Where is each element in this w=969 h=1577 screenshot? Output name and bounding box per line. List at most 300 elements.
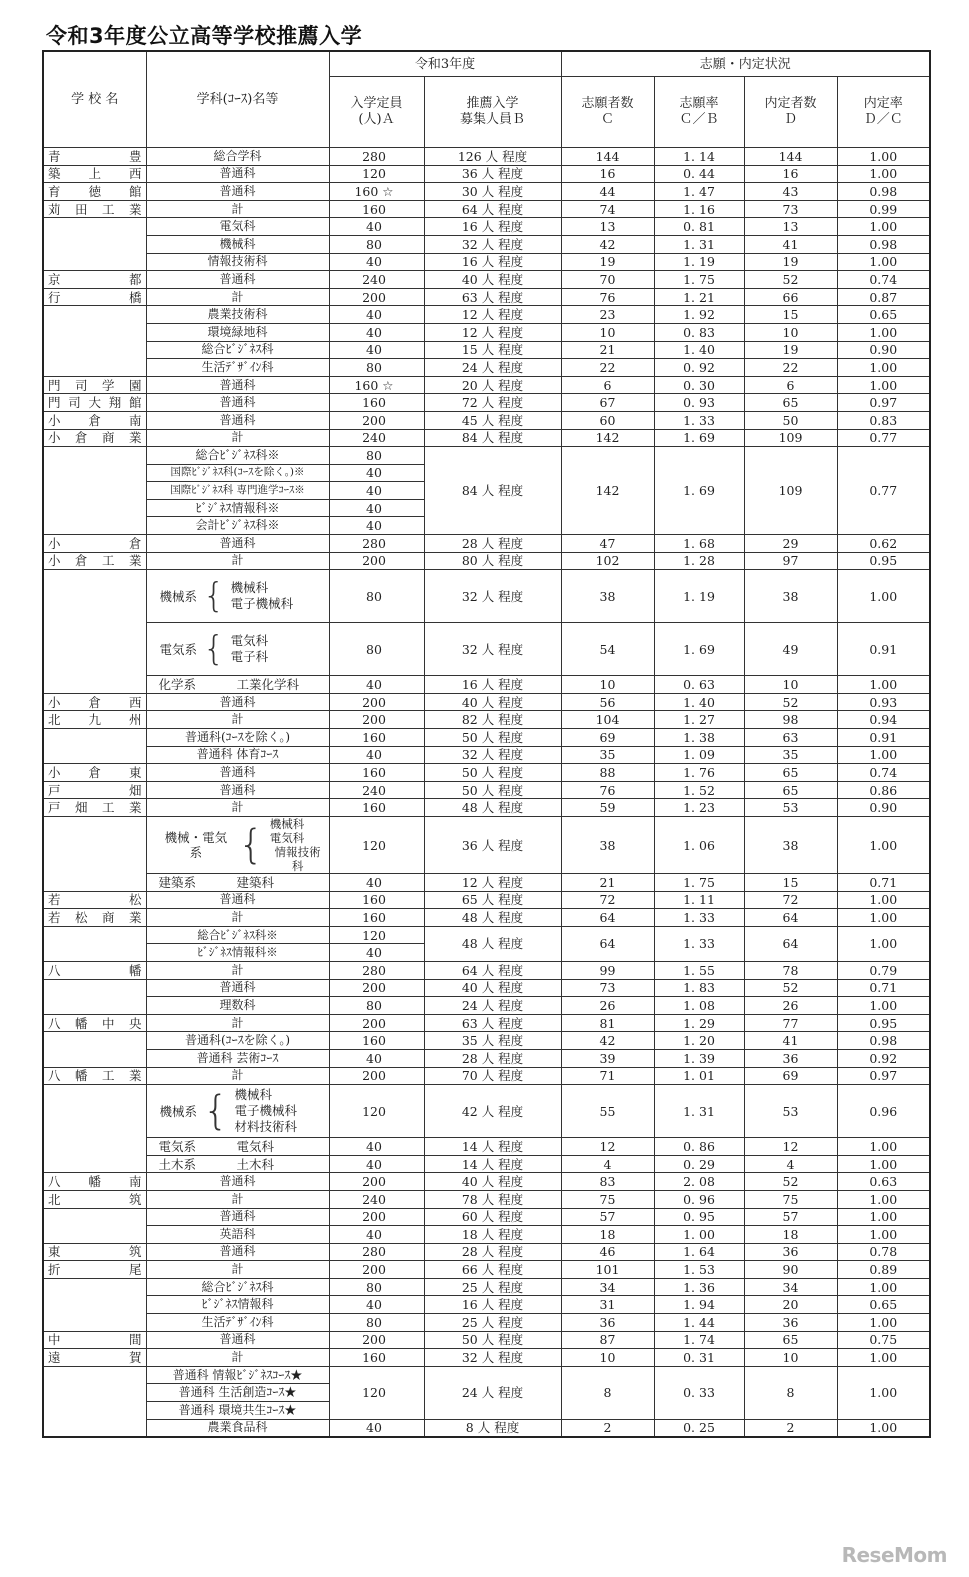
applicants-cell: 64	[561, 909, 654, 927]
course-name: ﾋﾞｼﾞﾈｽ情報科	[146, 1296, 329, 1314]
resemom-logo: ReseMom	[841, 1543, 947, 1567]
applicants-cell: 10	[561, 323, 654, 341]
capacity-cell: 40	[329, 944, 424, 962]
school-name: 小 倉 西	[43, 693, 146, 711]
applicants-cell: 57	[561, 1208, 654, 1226]
table-row	[43, 1278, 930, 1296]
table-row	[43, 271, 930, 289]
table-row	[43, 1226, 930, 1244]
group-label: 土木系	[158, 1156, 197, 1172]
capacity-cell: 160	[329, 1349, 424, 1367]
applicants-cell: 18	[561, 1226, 654, 1244]
school-name	[43, 341, 146, 359]
course-name: 農業技術科	[146, 306, 329, 324]
applicants-cell: 102	[561, 552, 654, 570]
accepted-cell: 109	[744, 429, 837, 447]
course-name: 普通科	[146, 1173, 329, 1191]
capacity-cell: 160 ☆	[329, 183, 424, 201]
accepted-cell: 50	[744, 411, 837, 429]
course-name: 計	[146, 429, 329, 447]
acc-rate-cell: 0.91	[837, 623, 930, 676]
course-name: 国際ﾋﾞｼﾞﾈｽ科 専門進学ｺｰｽ※	[146, 482, 329, 500]
table-row	[43, 676, 930, 694]
table-row	[43, 817, 930, 874]
applicants-cell: 47	[561, 535, 654, 553]
school-name: 門司大翔館	[43, 394, 146, 412]
acc-rate-cell: 1.00	[837, 253, 930, 271]
table-row	[43, 926, 930, 944]
applicants-cell: 75	[561, 1190, 654, 1208]
app-rate-cell: 1. 55	[654, 961, 744, 979]
group-label: 機械系	[159, 588, 198, 604]
applicants-cell: 31	[561, 1296, 654, 1314]
capacity-cell: 160	[329, 891, 424, 909]
capacity-cell: 40	[329, 676, 424, 694]
recommend-cell: 24 人 程度	[424, 359, 561, 377]
table-row	[43, 148, 930, 166]
header-app-rate: 志願率 Ｃ／Ｂ	[654, 77, 744, 148]
table-row	[43, 165, 930, 183]
school-name	[43, 482, 146, 500]
capacity-cell: 80	[329, 1314, 424, 1332]
acc-rate-cell: 0.79	[837, 961, 930, 979]
app-rate-cell: 1. 33	[654, 909, 744, 927]
recommend-cell: 65 人 程度	[424, 891, 561, 909]
school-name	[43, 979, 146, 997]
capacity-cell: 40	[329, 517, 424, 535]
capacity-cell: 120	[329, 817, 424, 874]
course-name: 計	[146, 961, 329, 979]
acc-rate-cell: 1.00	[837, 1226, 930, 1244]
capacity-cell: 40	[329, 341, 424, 359]
school-name	[43, 729, 146, 747]
recommend-cell: 84 人 程度	[424, 447, 561, 535]
acc-rate-cell: 1.00	[837, 997, 930, 1015]
recommend-cell: 72 人 程度	[424, 394, 561, 412]
app-rate-cell: 1. 53	[654, 1261, 744, 1279]
applicants-cell: 56	[561, 693, 654, 711]
admission-table	[42, 50, 931, 1438]
recommend-cell: 36 人 程度	[424, 165, 561, 183]
app-rate-cell: 1. 64	[654, 1243, 744, 1261]
school-name: 青 豊	[43, 148, 146, 166]
app-rate-cell: 1. 75	[654, 271, 744, 289]
applicants-cell: 76	[561, 781, 654, 799]
acc-rate-cell: 0.96	[837, 1085, 930, 1138]
capacity-cell: 80	[329, 570, 424, 623]
applicants-cell: 70	[561, 271, 654, 289]
school-name: 北 筑	[43, 1190, 146, 1208]
sub-course: 電気科	[230, 633, 269, 649]
school-name	[43, 1032, 146, 1050]
applicants-cell: 13	[561, 218, 654, 236]
table-row	[43, 693, 930, 711]
accepted-cell: 13	[744, 218, 837, 236]
applicants-cell: 2	[561, 1419, 654, 1437]
acc-rate-cell: 1.00	[837, 218, 930, 236]
course-name: 普通科	[146, 764, 329, 782]
applicants-cell: 74	[561, 200, 654, 218]
school-name: 中 間	[43, 1331, 146, 1349]
acc-rate-cell: 1.00	[837, 1419, 930, 1437]
accepted-cell: 34	[744, 1278, 837, 1296]
course-name: 普通科	[146, 183, 329, 201]
capacity-cell: 160 ☆	[329, 376, 424, 394]
applicants-cell: 35	[561, 746, 654, 764]
course-name: 総合学科	[146, 148, 329, 166]
header-status: 志願・内定状況	[561, 51, 930, 77]
accepted-cell: 4	[744, 1155, 837, 1173]
capacity-cell: 40	[329, 874, 424, 892]
school-name: 東 筑	[43, 1243, 146, 1261]
acc-rate-cell: 1.00	[837, 148, 930, 166]
course-group	[146, 874, 329, 892]
acc-rate-cell: 1.00	[837, 1208, 930, 1226]
acc-rate-cell: 0.75	[837, 1331, 930, 1349]
table-row	[43, 323, 930, 341]
capacity-cell: 200	[329, 1173, 424, 1191]
applicants-cell: 67	[561, 394, 654, 412]
table-row	[43, 306, 930, 324]
applicants-cell: 26	[561, 997, 654, 1015]
school-name	[43, 306, 146, 324]
school-name	[43, 1296, 146, 1314]
applicants-cell: 21	[561, 874, 654, 892]
school-name	[43, 944, 146, 962]
table-row	[43, 1261, 930, 1279]
school-name	[43, 1314, 146, 1332]
course-name: 計	[146, 200, 329, 218]
accepted-cell: 90	[744, 1261, 837, 1279]
sub-course: 材料技術科	[234, 1119, 297, 1135]
applicants-cell: 101	[561, 1261, 654, 1279]
capacity-cell: 160	[329, 799, 424, 817]
applicants-cell: 10	[561, 676, 654, 694]
app-rate-cell: 1. 39	[654, 1049, 744, 1067]
recommend-cell: 60 人 程度	[424, 1208, 561, 1226]
sub-course: 工業化学科	[236, 677, 300, 693]
accepted-cell: 41	[744, 1032, 837, 1050]
applicants-cell: 39	[561, 1049, 654, 1067]
accepted-cell: 72	[744, 891, 837, 909]
acc-rate-cell: 0.91	[837, 729, 930, 747]
applicants-cell: 23	[561, 306, 654, 324]
recommend-cell: 50 人 程度	[424, 1331, 561, 1349]
table-row	[43, 1243, 930, 1261]
table-row	[43, 1349, 930, 1367]
recommend-cell: 32 人 程度	[424, 623, 561, 676]
recommend-cell: 30 人 程度	[424, 183, 561, 201]
accepted-cell: 2	[744, 1419, 837, 1437]
course-name: 計	[146, 909, 329, 927]
app-rate-cell: 1. 31	[654, 235, 744, 253]
applicants-cell: 104	[561, 711, 654, 729]
recommend-cell: 12 人 程度	[424, 323, 561, 341]
table-row	[43, 623, 930, 676]
accepted-cell: 52	[744, 271, 837, 289]
app-rate-cell: 1. 01	[654, 1067, 744, 1085]
applicants-cell: 44	[561, 183, 654, 201]
recommend-cell: 64 人 程度	[424, 961, 561, 979]
page-title: 令和3年度公立高等学校推薦入学	[46, 24, 363, 48]
course-name: 普通科	[146, 1243, 329, 1261]
capacity-cell: 280	[329, 961, 424, 979]
capacity-cell: 240	[329, 1190, 424, 1208]
course-name: 計	[146, 1014, 329, 1032]
table-row	[43, 253, 930, 271]
accepted-cell: 19	[744, 341, 837, 359]
course-name: 普通科 情報ﾋﾞｼﾞﾈｽｺｰｽ★	[146, 1366, 329, 1384]
course-name: 計	[146, 1067, 329, 1085]
app-rate-cell: 1. 16	[654, 200, 744, 218]
acc-rate-cell: 1.00	[837, 926, 930, 961]
brace-icon: {	[203, 629, 225, 670]
school-name	[43, 517, 146, 535]
school-name	[43, 499, 146, 517]
capacity-cell: 40	[329, 218, 424, 236]
acc-rate-cell: 1.00	[837, 1278, 930, 1296]
course-name: 情報技術科	[146, 253, 329, 271]
capacity-cell: 160	[329, 764, 424, 782]
accepted-cell: 78	[744, 961, 837, 979]
accepted-cell: 35	[744, 746, 837, 764]
course-name: 普通科(ｺｰｽを除く。)	[146, 1032, 329, 1050]
capacity-cell: 200	[329, 979, 424, 997]
capacity-cell: 240	[329, 781, 424, 799]
recommend-cell: 32 人 程度	[424, 570, 561, 623]
table-row	[43, 1314, 930, 1332]
applicants-cell: 88	[561, 764, 654, 782]
table-row	[43, 909, 930, 927]
school-name	[43, 1366, 146, 1384]
course-name: 普通科 生活創造ｺｰｽ★	[146, 1384, 329, 1402]
acc-rate-cell: 1.00	[837, 891, 930, 909]
sub-course: 機械科	[269, 817, 305, 831]
applicants-cell: 38	[561, 570, 654, 623]
recommend-cell: 48 人 程度	[424, 799, 561, 817]
course-name: 計	[146, 711, 329, 729]
recommend-cell: 40 人 程度	[424, 271, 561, 289]
course-name: 農業食品科	[146, 1419, 329, 1437]
course-name: 普通科	[146, 535, 329, 553]
app-rate-cell: 1. 69	[654, 623, 744, 676]
accepted-cell: 20	[744, 1296, 837, 1314]
table-row	[43, 218, 930, 236]
recommend-cell: 16 人 程度	[424, 253, 561, 271]
school-name	[43, 676, 146, 694]
recommend-cell: 40 人 程度	[424, 1173, 561, 1191]
capacity-cell: 200	[329, 1014, 424, 1032]
acc-rate-cell: 1.00	[837, 1366, 930, 1419]
course-name: 普通科 芸術ｺｰｽ	[146, 1049, 329, 1067]
capacity-cell: 160	[329, 909, 424, 927]
school-name: 北 九 州	[43, 711, 146, 729]
app-rate-cell: 0. 31	[654, 1349, 744, 1367]
recommend-cell: 42 人 程度	[424, 1085, 561, 1138]
recommend-cell: 36 人 程度	[424, 817, 561, 874]
table-row	[43, 1138, 930, 1156]
app-rate-cell: 1. 40	[654, 341, 744, 359]
app-rate-cell: 0. 29	[654, 1155, 744, 1173]
applicants-cell: 76	[561, 288, 654, 306]
school-name	[43, 874, 146, 892]
applicants-cell: 46	[561, 1243, 654, 1261]
school-name	[43, 1049, 146, 1067]
course-group	[146, 623, 329, 676]
app-rate-cell: 1. 00	[654, 1226, 744, 1244]
school-name	[43, 1419, 146, 1437]
course-name: 普通科	[146, 693, 329, 711]
table-row	[43, 552, 930, 570]
app-rate-cell: 0. 25	[654, 1419, 744, 1437]
accepted-cell: 109	[744, 447, 837, 535]
app-rate-cell: 1. 31	[654, 1085, 744, 1138]
course-name: 理数科	[146, 997, 329, 1015]
header-accepted: 内定者数 Ｄ	[744, 77, 837, 148]
applicants-cell: 36	[561, 1314, 654, 1332]
group-label: 電気系	[159, 641, 198, 657]
accepted-cell: 10	[744, 323, 837, 341]
group-label: 機械系	[159, 1103, 198, 1119]
school-name: 戸 畑 工 業	[43, 799, 146, 817]
acc-rate-cell: 1.00	[837, 746, 930, 764]
applicants-cell: 42	[561, 1032, 654, 1050]
app-rate-cell: 1. 40	[654, 693, 744, 711]
app-rate-cell: 1. 28	[654, 552, 744, 570]
app-rate-cell: 1. 20	[654, 1032, 744, 1050]
capacity-cell: 200	[329, 1208, 424, 1226]
accepted-cell: 12	[744, 1138, 837, 1156]
recommend-cell: 50 人 程度	[424, 729, 561, 747]
recommend-cell: 64 人 程度	[424, 200, 561, 218]
applicants-cell: 64	[561, 926, 654, 961]
acc-rate-cell: 0.92	[837, 1049, 930, 1067]
accepted-cell: 57	[744, 1208, 837, 1226]
acc-rate-cell: 1.00	[837, 359, 930, 377]
table-row	[43, 1419, 930, 1437]
school-name: 八 幡 南	[43, 1173, 146, 1191]
school-name: 小 倉 工 業	[43, 552, 146, 570]
app-rate-cell: 1. 76	[654, 764, 744, 782]
applicants-cell: 12	[561, 1138, 654, 1156]
acc-rate-cell: 0.65	[837, 306, 930, 324]
header-recommend: 推薦入学 募集人員Ｂ	[424, 77, 561, 148]
acc-rate-cell: 0.63	[837, 1173, 930, 1191]
recommend-cell: 8 人 程度	[424, 1419, 561, 1437]
school-name: 苅 田 工 業	[43, 200, 146, 218]
capacity-cell: 120	[329, 165, 424, 183]
course-name: 総合ﾋﾞｼﾞﾈｽ科	[146, 341, 329, 359]
recommend-cell: 16 人 程度	[424, 218, 561, 236]
recommend-cell: 48 人 程度	[424, 909, 561, 927]
recommend-cell: 32 人 程度	[424, 1349, 561, 1367]
capacity-cell: 160	[329, 1032, 424, 1050]
accepted-cell: 36	[744, 1314, 837, 1332]
course-name: 普通科	[146, 165, 329, 183]
accepted-cell: 10	[744, 1349, 837, 1367]
school-name	[43, 1085, 146, 1138]
recommend-cell: 78 人 程度	[424, 1190, 561, 1208]
course-name: 生活ﾃﾞｻﾞｲﾝ科	[146, 359, 329, 377]
app-rate-cell: 1. 06	[654, 817, 744, 874]
applicants-cell: 144	[561, 148, 654, 166]
school-name: 小 倉	[43, 535, 146, 553]
school-name	[43, 926, 146, 944]
app-rate-cell: 1. 09	[654, 746, 744, 764]
capacity-cell: 120	[329, 926, 424, 944]
school-name: 若 松 商 業	[43, 909, 146, 927]
app-rate-cell: 0. 81	[654, 218, 744, 236]
capacity-cell: 160	[329, 729, 424, 747]
applicants-cell: 21	[561, 341, 654, 359]
acc-rate-cell: 0.83	[837, 411, 930, 429]
acc-rate-cell: 0.65	[837, 1296, 930, 1314]
capacity-cell: 80	[329, 1278, 424, 1296]
school-name	[43, 464, 146, 482]
capacity-cell: 40	[329, 1138, 424, 1156]
table-row	[43, 1085, 930, 1138]
app-rate-cell: 1. 52	[654, 781, 744, 799]
accepted-cell: 49	[744, 623, 837, 676]
acc-rate-cell: 0.86	[837, 781, 930, 799]
school-name: 築 上 西	[43, 165, 146, 183]
accepted-cell: 8	[744, 1366, 837, 1419]
capacity-cell: 40	[329, 499, 424, 517]
app-rate-cell: 1. 69	[654, 447, 744, 535]
course-name: 環境緑地科	[146, 323, 329, 341]
accepted-cell: 52	[744, 693, 837, 711]
accepted-cell: 6	[744, 376, 837, 394]
app-rate-cell: 1. 94	[654, 1296, 744, 1314]
applicants-cell: 22	[561, 359, 654, 377]
accepted-cell: 144	[744, 148, 837, 166]
applicants-cell: 83	[561, 1173, 654, 1191]
app-rate-cell: 1. 44	[654, 1314, 744, 1332]
table-row	[43, 535, 930, 553]
accepted-cell: 64	[744, 926, 837, 961]
course-name: 普通科	[146, 376, 329, 394]
acc-rate-cell: 1.00	[837, 1190, 930, 1208]
capacity-cell: 40	[329, 1296, 424, 1314]
sub-course: 機械科	[234, 1087, 272, 1103]
school-name	[43, 218, 146, 236]
table-row	[43, 1032, 930, 1050]
table-row	[43, 235, 930, 253]
table-row	[43, 997, 930, 1015]
app-rate-cell: 0. 63	[654, 676, 744, 694]
header-applicants: 志願者数 Ｃ	[561, 77, 654, 148]
course-name: 国際ﾋﾞｼﾞﾈｽ科(ｺｰｽを除く。)※	[146, 464, 329, 482]
applicants-cell: 55	[561, 1085, 654, 1138]
accepted-cell: 65	[744, 764, 837, 782]
applicants-cell: 8	[561, 1366, 654, 1419]
course-name: 機械科	[146, 235, 329, 253]
applicants-cell: 34	[561, 1278, 654, 1296]
school-name	[43, 1226, 146, 1244]
applicants-cell: 38	[561, 817, 654, 874]
capacity-cell: 280	[329, 1243, 424, 1261]
app-rate-cell: 1. 69	[654, 429, 744, 447]
acc-rate-cell: 0.62	[837, 535, 930, 553]
app-rate-cell: 2. 08	[654, 1173, 744, 1191]
course-group	[146, 1085, 329, 1138]
accepted-cell: 52	[744, 979, 837, 997]
accepted-cell: 65	[744, 1331, 837, 1349]
recommend-cell: 63 人 程度	[424, 288, 561, 306]
table-row	[43, 1366, 930, 1384]
applicants-cell: 6	[561, 376, 654, 394]
course-name: 普通科	[146, 394, 329, 412]
